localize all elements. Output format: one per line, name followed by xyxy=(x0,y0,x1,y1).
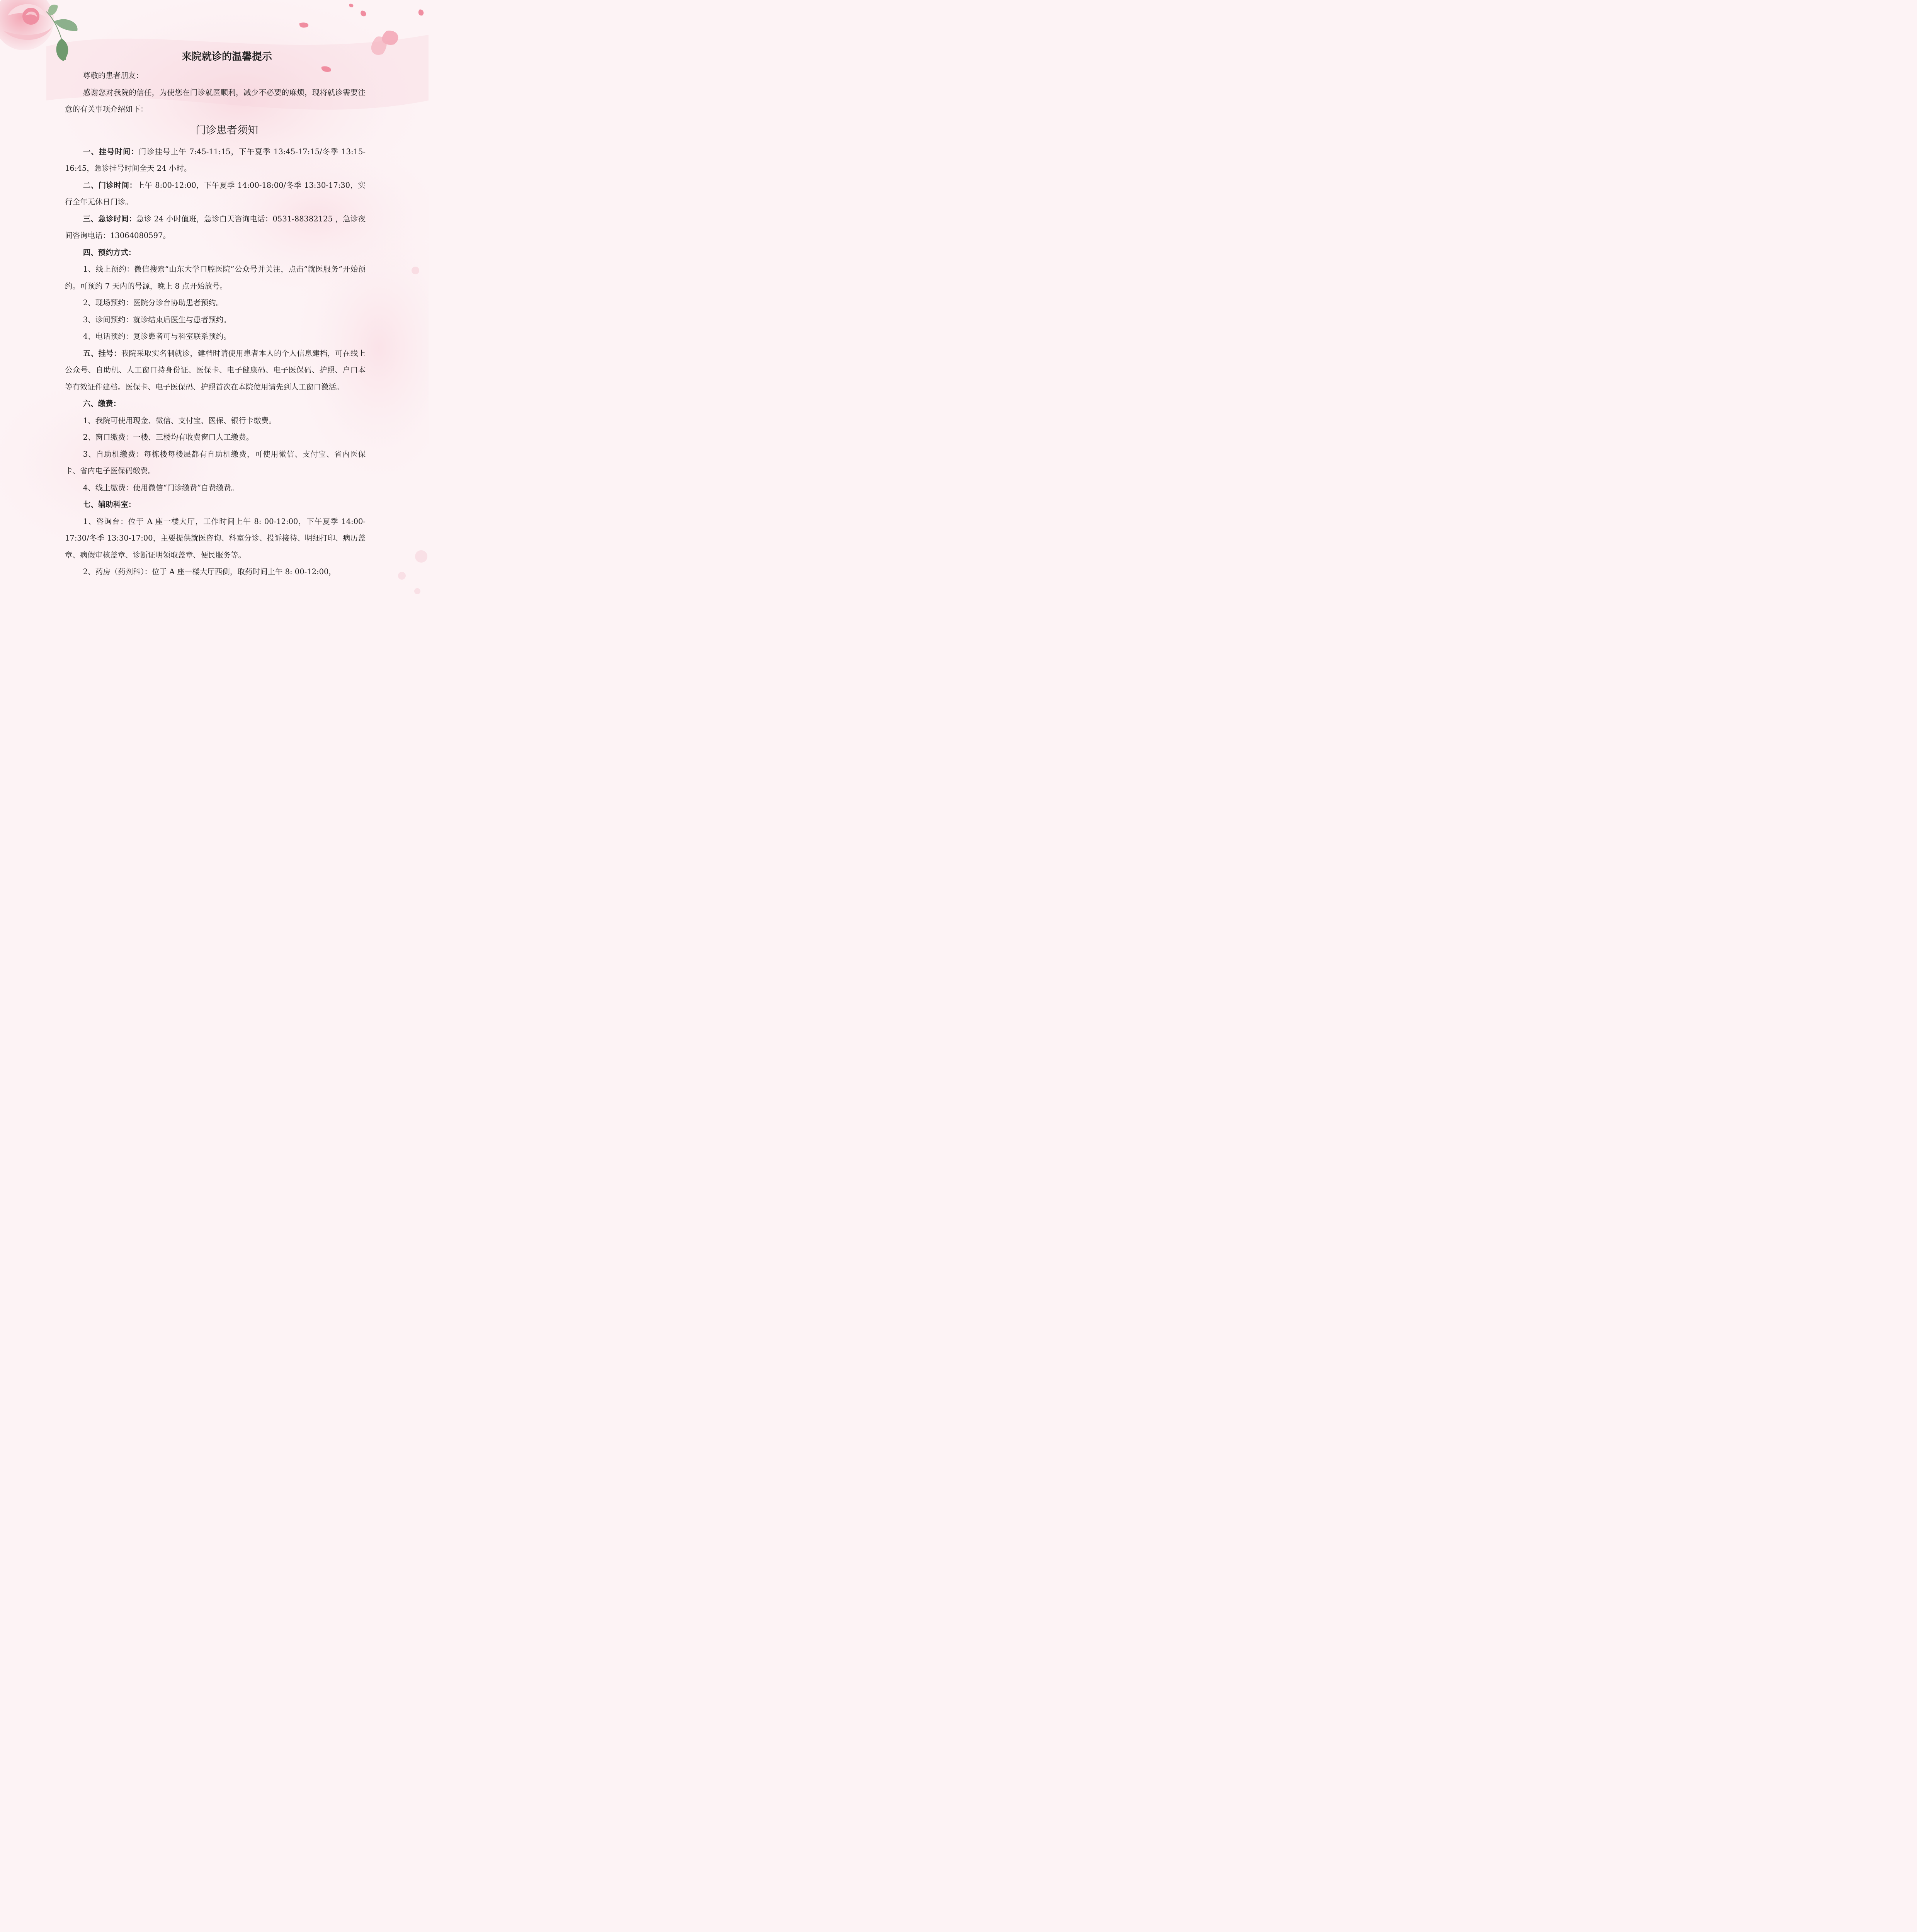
section-auxiliary-heading: 七、辅助科室： xyxy=(83,500,136,509)
list-item: 2、现场预约：医院分诊台协助患者预约。 xyxy=(83,298,224,307)
section-registration-time xyxy=(65,143,366,177)
greeting: 尊敬的患者朋友： xyxy=(83,71,143,80)
list-item: 2、窗口缴费：一楼、三楼均有收费窗口人工缴费。 xyxy=(83,433,254,442)
section-text: 上午 8:00-12:00，下午夏季 14:00-18:00/冬季 13:30-17:30，实行全年无休日门诊。 xyxy=(65,180,366,206)
section-text: 门诊挂号上午 7:45-11:15，下午夏季 13:45-17:15/冬季 13:15-16:45，急诊挂号时间全天 24 小时。 xyxy=(65,147,366,173)
list-item: 1、咨询台：位于 A 座一楼大厅，工作时间上午 8: 00-12:00，下午夏季 14:00-17:30/冬季 13:30-17:00，主要提供就医咨询、科室分诊、投诉接待、明细打印、病历盖章、病假审核盖章、诊断证明领取盖章、便民服务等。 xyxy=(65,517,366,560)
section-emergency xyxy=(65,211,366,244)
intro-paragraph: 感谢您对我院的信任，为使您在门诊就医顺利，减少不必要的麻烦，现将就诊需要注意的有关事项介绍如下： xyxy=(65,88,366,114)
list-item: 4、电话预约：复诊患者可与科室联系预约。 xyxy=(83,332,231,341)
list-item: 1、线上预约：微信搜索“山东大学口腔医院”公众号并关注，点击“就医服务”开始预约。可预约 7 天内的号源，晚上 8 点开始放号。 xyxy=(65,265,366,291)
section-heading: 五、挂号： xyxy=(83,349,121,358)
document-body xyxy=(65,48,366,580)
section-text: 急诊 24 小时值班，急诊白天咨询电话：0531-88382125 ，急诊夜间咨询电话：13064080597。 xyxy=(65,214,366,240)
section-payment-heading: 六、缴费： xyxy=(83,399,121,408)
section-registration xyxy=(65,345,366,396)
section-text: 我院采取实名制就诊，建档时请使用患者本人的个人信息建档，可在线上公众号、自助机、人工窗口持身份证、医保卡、电子健康码、电子医保码、护照、户口本等有效证件建档。医保卡、电子医保码、护照首次在本院使用请先到人工窗口激活。 xyxy=(65,349,366,391)
section-heading: 三、急诊时间： xyxy=(83,214,136,223)
section-clinic-hours xyxy=(65,177,366,211)
list-item: 3、诊间预约：就诊结束后医生与患者预约。 xyxy=(83,315,231,324)
section-heading: 一、挂号时间： xyxy=(83,147,139,156)
list-item: 4、线上缴费：使用微信“门诊缴费”自费缴费。 xyxy=(83,483,239,492)
page-title: 来院就诊的温馨提示 xyxy=(181,51,272,63)
section-appointment-heading: 四、预约方式： xyxy=(83,248,136,257)
notice-subtitle: 门诊患者须知 xyxy=(196,124,258,136)
list-item: 3、自助机缴费：每栋楼每楼层都有自助机缴费，可使用微信、支付宝、省内医保卡、省内电子医保码缴费。 xyxy=(65,449,366,475)
section-heading: 二、门诊时间： xyxy=(83,180,137,190)
list-item: 1、我院可使用现金、微信、支付宝、医保、银行卡缴费。 xyxy=(83,416,276,425)
list-item: 2、药房（药剂科）：位于 A 座一楼大厅西侧，取药时间上午 8: 00-12:00， xyxy=(83,567,336,576)
